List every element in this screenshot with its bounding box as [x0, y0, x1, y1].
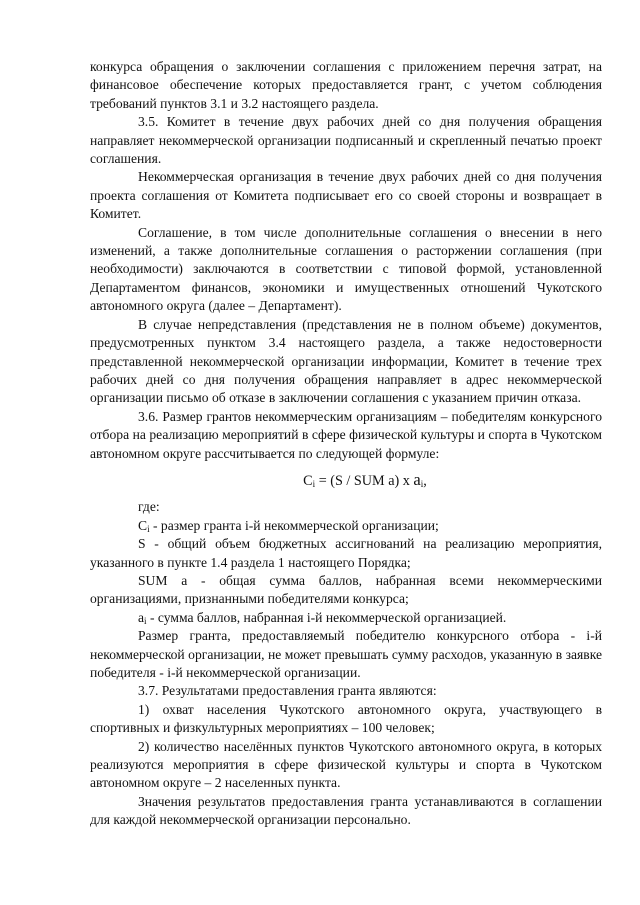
definition-sum: SUM a - общая сумма баллов, набранная всеми некоммерческими организациями, признанными победителями конкурса;	[90, 572, 602, 607]
paragraph-results-values: Значения результатов предоставления гранта устанавливаются в соглашении для каждой некоммерческой организации персонально.	[90, 793, 602, 828]
definition-c-symbol: C	[138, 517, 148, 533]
formula-a: a	[413, 469, 421, 489]
paragraph-agreement: Соглашение, в том числе дополнительные соглашения о внесении в него изменений, а также дополнительные соглашения о расторжении соглашения (при необходимости) заключаются в соответствии с типовой формой, установленной Департаментом финансов, экономики и имущественных отношений Чукотского автономного округа (далее – Департамент).	[90, 224, 602, 314]
where-label: где:	[138, 499, 160, 515]
paragraph-3-7: 3.7. Результатами предоставления гранта являются:	[138, 683, 437, 699]
result-item-1: 1) охват населения Чукотского автономного округа, участвующего в спортивных и физкультурных мероприятиях – 100 человек;	[90, 701, 602, 736]
formula-middle: = (S / SUM a) x	[315, 472, 414, 489]
paragraph-refusal: В случае непредставления (представления не в полном объеме) документов, предусмотренных пунктом 3.4 настоящего раздела, а также недостоверности представленной некоммерческой организации информации, Комитет в течение трех рабочих дней со дня получения обращения направляет в адрес некоммерческой организации письмо об отказе в заключении соглашения с указанием причин отказа.	[90, 316, 602, 406]
document-page	[90, 58, 602, 830]
result-item-2: 2) количество населённых пунктов Чукотского автономного округа, в которых реализуются мероприятия в сфере физической культуры и спорта в Чукотском автономном округе – 2 населенных пункта.	[90, 738, 602, 791]
definition-c-sub: i	[147, 523, 150, 534]
grant-formula	[90, 471, 602, 490]
definition-c-text: - размер гранта i-й некоммерческой организации;	[149, 517, 439, 533]
definition-a-sub: i	[144, 615, 147, 626]
definition-a-symbol: a	[138, 609, 145, 625]
definition-a-text: - сумма баллов, набранная i-й некоммерческой организацией.	[146, 609, 507, 625]
definition-a	[90, 609, 602, 627]
paragraph-grant-size: Размер гранта, предоставляемый победителю конкурсного отбора - i-й некоммерческой организации, не может превышать сумму расходов, указанную в заявке победителя - i-й некоммерческой организации.	[90, 628, 602, 680]
definition-s: S - общий объем бюджетных ассигнований на реализацию мероприятия, указанного в пункте 1.4 раздела 1 настоящего Порядка;	[90, 536, 602, 570]
definition-c	[90, 517, 602, 535]
formula-c: C	[303, 472, 313, 489]
formula-a-sub: i	[420, 478, 424, 489]
formula-end: ,	[423, 472, 427, 489]
paragraph-3-6: 3.6. Размер грантов некоммерческим организациям – победителям конкурсного отбора на реализацию мероприятий в сфере физической культуры и спорта в Чукотском автономном округе рассчитывается по следующей формуле:	[90, 408, 602, 461]
paragraph-1: конкурса обращения о заключении соглашения с приложением перечня затрат, на финансовое обеспечение которых предоставляется грант, с учетом соблюдения требований пунктов 3.1 и 3.2 настоящего раздела.	[90, 59, 602, 111]
paragraph-nko-signs: Некоммерческая организация в течение двух рабочих дней со дня получения проекта соглашения от Комитета подписывает его со своей стороны и возвращает в Комитет.	[90, 169, 602, 222]
formula-c-sub: i	[312, 478, 316, 489]
paragraph-3-5: 3.5. Комитет в течение двух рабочих дней со дня получения обращения направляет некоммерческой организации подписанный и скрепленный печатью проект соглашения.	[90, 114, 602, 167]
